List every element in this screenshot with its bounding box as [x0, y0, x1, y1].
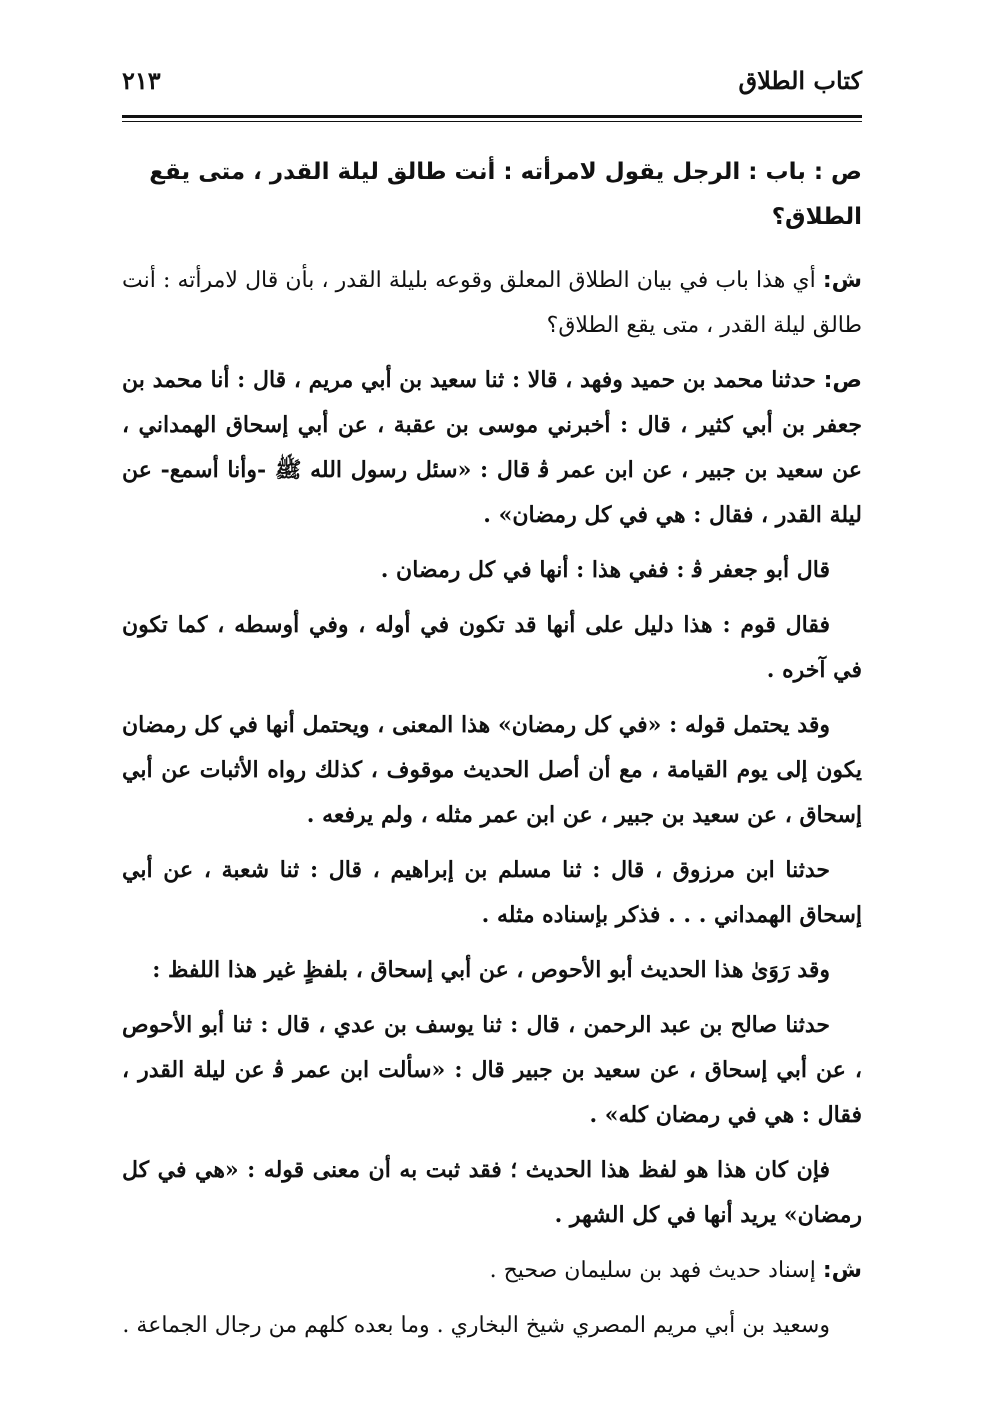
paragraph	[122, 548, 862, 593]
paragraph-text: حدثنا محمد بن حميد وفهد ، قالا : ثنا سعيد بن أبي مريم ، قال : أنا محمد بن جعفر بن أبي كثير ، قال : أخبرني موسى بن عقبة ، عن أبي إسحاق الهمداني ، عن سعيد بن جبير ، عن ابن عمر ﭬ قال : «سئل رسول الله ﷺ -وأنا أسمع- عن ليلة القدر ، فقال : هي في كل رمضان» .	[122, 367, 862, 528]
paragraph-marker: ش:	[822, 1258, 862, 1283]
page-body	[122, 150, 862, 1358]
chapter-title: كتاب الطلاق	[738, 66, 862, 95]
running-header	[122, 60, 862, 100]
paragraph-text: فقال قوم : هذا دليل على أنها قد تكون في أوله ، وفي أوسطه ، كما تكون في آخره .	[122, 612, 862, 683]
paragraph-text: حدثنا صالح بن عبد الرحمن ، قال : ثنا يوسف بن عدي ، قال : ثنا أبو الأحوص ، عن أبي إسحاق ، عن سعيد بن جبير قال : «سألت ابن عمر ﭬ عن ليلة القدر ، فقال : هي في رمضان كله» .	[122, 1012, 862, 1128]
paragraph	[122, 703, 862, 838]
header-rule-thin	[122, 121, 862, 122]
paragraph-text: إسناد حديث فهد بن سليمان صحيح .	[489, 1258, 816, 1283]
paragraph	[122, 1003, 862, 1138]
paragraph	[122, 258, 862, 348]
paragraph	[122, 603, 862, 693]
paragraph-text: وسعيد بن أبي مريم المصري شيخ البخاري . وما بعده كلهم من رجال الجماعة .	[122, 1313, 830, 1338]
paragraph-text: حدثنا ابن مرزوق ، قال : ثنا مسلم بن إبراهيم ، قال : ثنا شعبة ، عن أبي إسحاق الهمداني . . . فذكر بإسناده مثله .	[122, 857, 862, 928]
paragraph-text: فإن كان هذا هو لفظ هذا الحديث ؛ فقد ثبت به أن معنى قوله : «هي في كل رمضان» يريد أنها في كل الشهر .	[122, 1157, 862, 1228]
paragraph-marker: ش:	[822, 268, 862, 293]
paragraph	[122, 948, 862, 993]
page-number: ٢١٣	[122, 66, 161, 95]
paragraph-text: وقد يحتمل قوله : «في كل رمضان» هذا المعنى ، ويحتمل أنها في كل رمضان يكون إلى يوم القيامة ، مع أن أصل الحديث موقوف ، كذلك رواه الأثبات عن أبي إسحاق ، عن سعيد بن جبير ، عن ابن عمر مثله ، ولم يرفعه .	[122, 712, 862, 828]
paragraph-text: أي هذا باب في بيان الطلاق المعلق وقوعه بليلة القدر ، بأن قال لامرأته : أنت طالق ليلة القدر ، متى يقع الطلاق؟	[122, 268, 862, 338]
paragraph	[122, 1248, 862, 1293]
header-rule-thick	[122, 115, 862, 118]
paragraph-text: قال أبو جعفر ﭬ : ففي هذا : أنها في كل رمضان .	[380, 557, 830, 583]
paragraph	[122, 848, 862, 938]
section-heading: ص : باب : الرجل يقول لامرأته : أنت طالق ليلة القدر ، متى يقع الطلاق؟	[149, 159, 862, 230]
paragraph	[122, 1148, 862, 1238]
paragraph	[122, 358, 862, 538]
paragraph	[122, 1303, 862, 1348]
paragraph-text: وقد رَوَىٰ هذا الحديث أبو الأحوص ، عن أبي إسحاق ، بلفظٍ غير هذا اللفظ :	[152, 957, 830, 983]
paragraph-marker: ص:	[823, 368, 862, 393]
